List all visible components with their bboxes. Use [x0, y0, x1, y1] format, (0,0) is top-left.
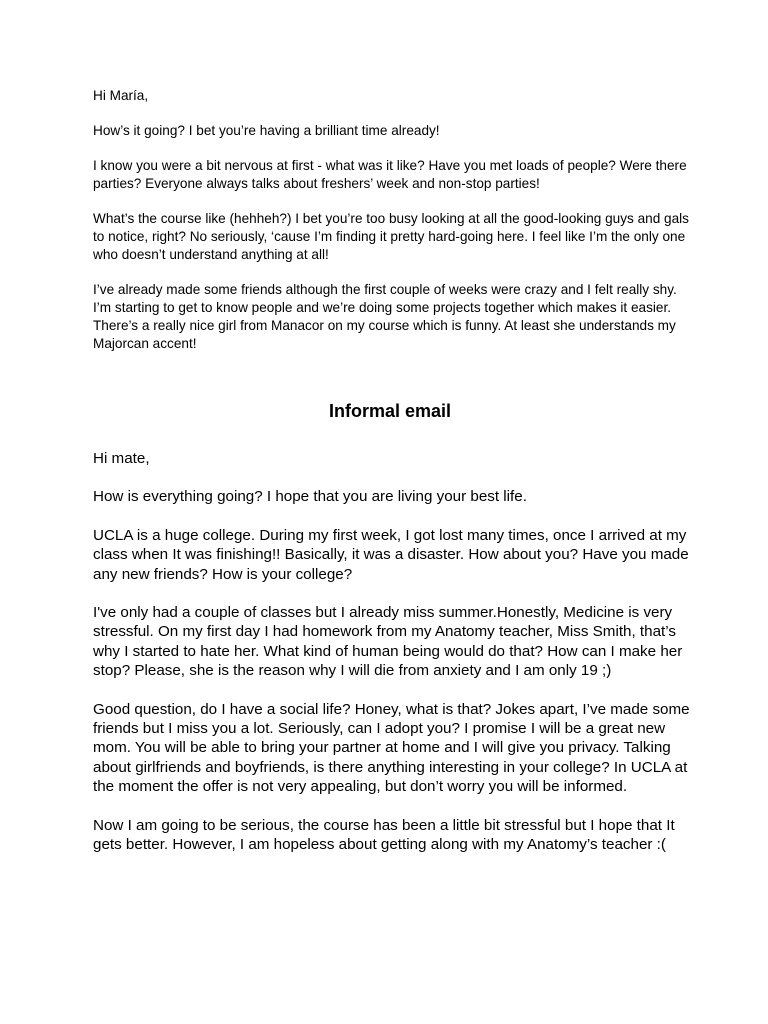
- sample-letter: [93, 87, 693, 370]
- letter2-paragraph-2: UCLA is a huge college. During my first week, I got lost many times, once I arrived at my class when It was finishing!! Basically, it was a disaster. How about you? Have you made any new friends? How is your college?: [93, 526, 689, 583]
- informal-email: [93, 449, 693, 874]
- letter2-paragraph-5: Now I am going to be serious, the course has been a little bit stressful but I hope that It gets better. However, I am hopeless about getting along with my Anatomy’s teacher :(: [93, 816, 675, 854]
- letter2-paragraph-4: Good question, do I have a social life? Honey, what is that? Jokes apart, I’ve made some friends but I miss you a lot. Seriously, can I adopt you? I promise I will be a great new mom. You will be able to bring your partner at home and I will give you privacy. Talking about girlfriends and boyfriends, is there anything interesting in your college? In UCLA at the moment the offer is not very appealing, but don’t worry you will be informed.: [93, 700, 690, 796]
- letter1-paragraph-2: I know you were a bit nervous at first - what was it like? Have you met loads of people? Were there parties? Everyone always talks about freshers’ week and non-stop parties!: [93, 158, 687, 191]
- letter2-paragraph-3: I've only had a couple of classes but I already miss summer.Honestly, Medicine is very stressful. On my first day I had homework from my Anatomy teacher, Miss Smith, that’s why I started to hate her. What kind of human being would do that? How can I make her stop? Please, she is the reason why I will die from anxiety and I am only 19 ;): [93, 604, 683, 680]
- letter1-paragraph-3: What’s the course like (hehheh?) I bet you’re too busy looking at all the good-looking guys and gals to notice, right? No seriously, ‘cause I’m finding it pretty hard-going here. I feel like I’m the only one who doesn’t understand anything at all!: [93, 211, 689, 262]
- letter1-paragraph-4: I’ve already made some friends although the first couple of weeks were crazy and I felt really shy. I’m starting to get to know people and we’re doing some projects together which makes it easier. There’s a really nice girl from Manacor on my course which is funny. At least she understands my Majorcan accent!: [93, 282, 677, 351]
- letter2-paragraph-1: How is everything going? I hope that you are living your best life.: [93, 488, 527, 506]
- letter1-greeting: Hi María,: [93, 88, 149, 103]
- letter1-paragraph-1: How’s it going? I bet you’re having a brilliant time already!: [93, 123, 440, 138]
- letter2-greeting: Hi mate,: [93, 450, 150, 467]
- section-heading: Informal email: [328, 401, 452, 421]
